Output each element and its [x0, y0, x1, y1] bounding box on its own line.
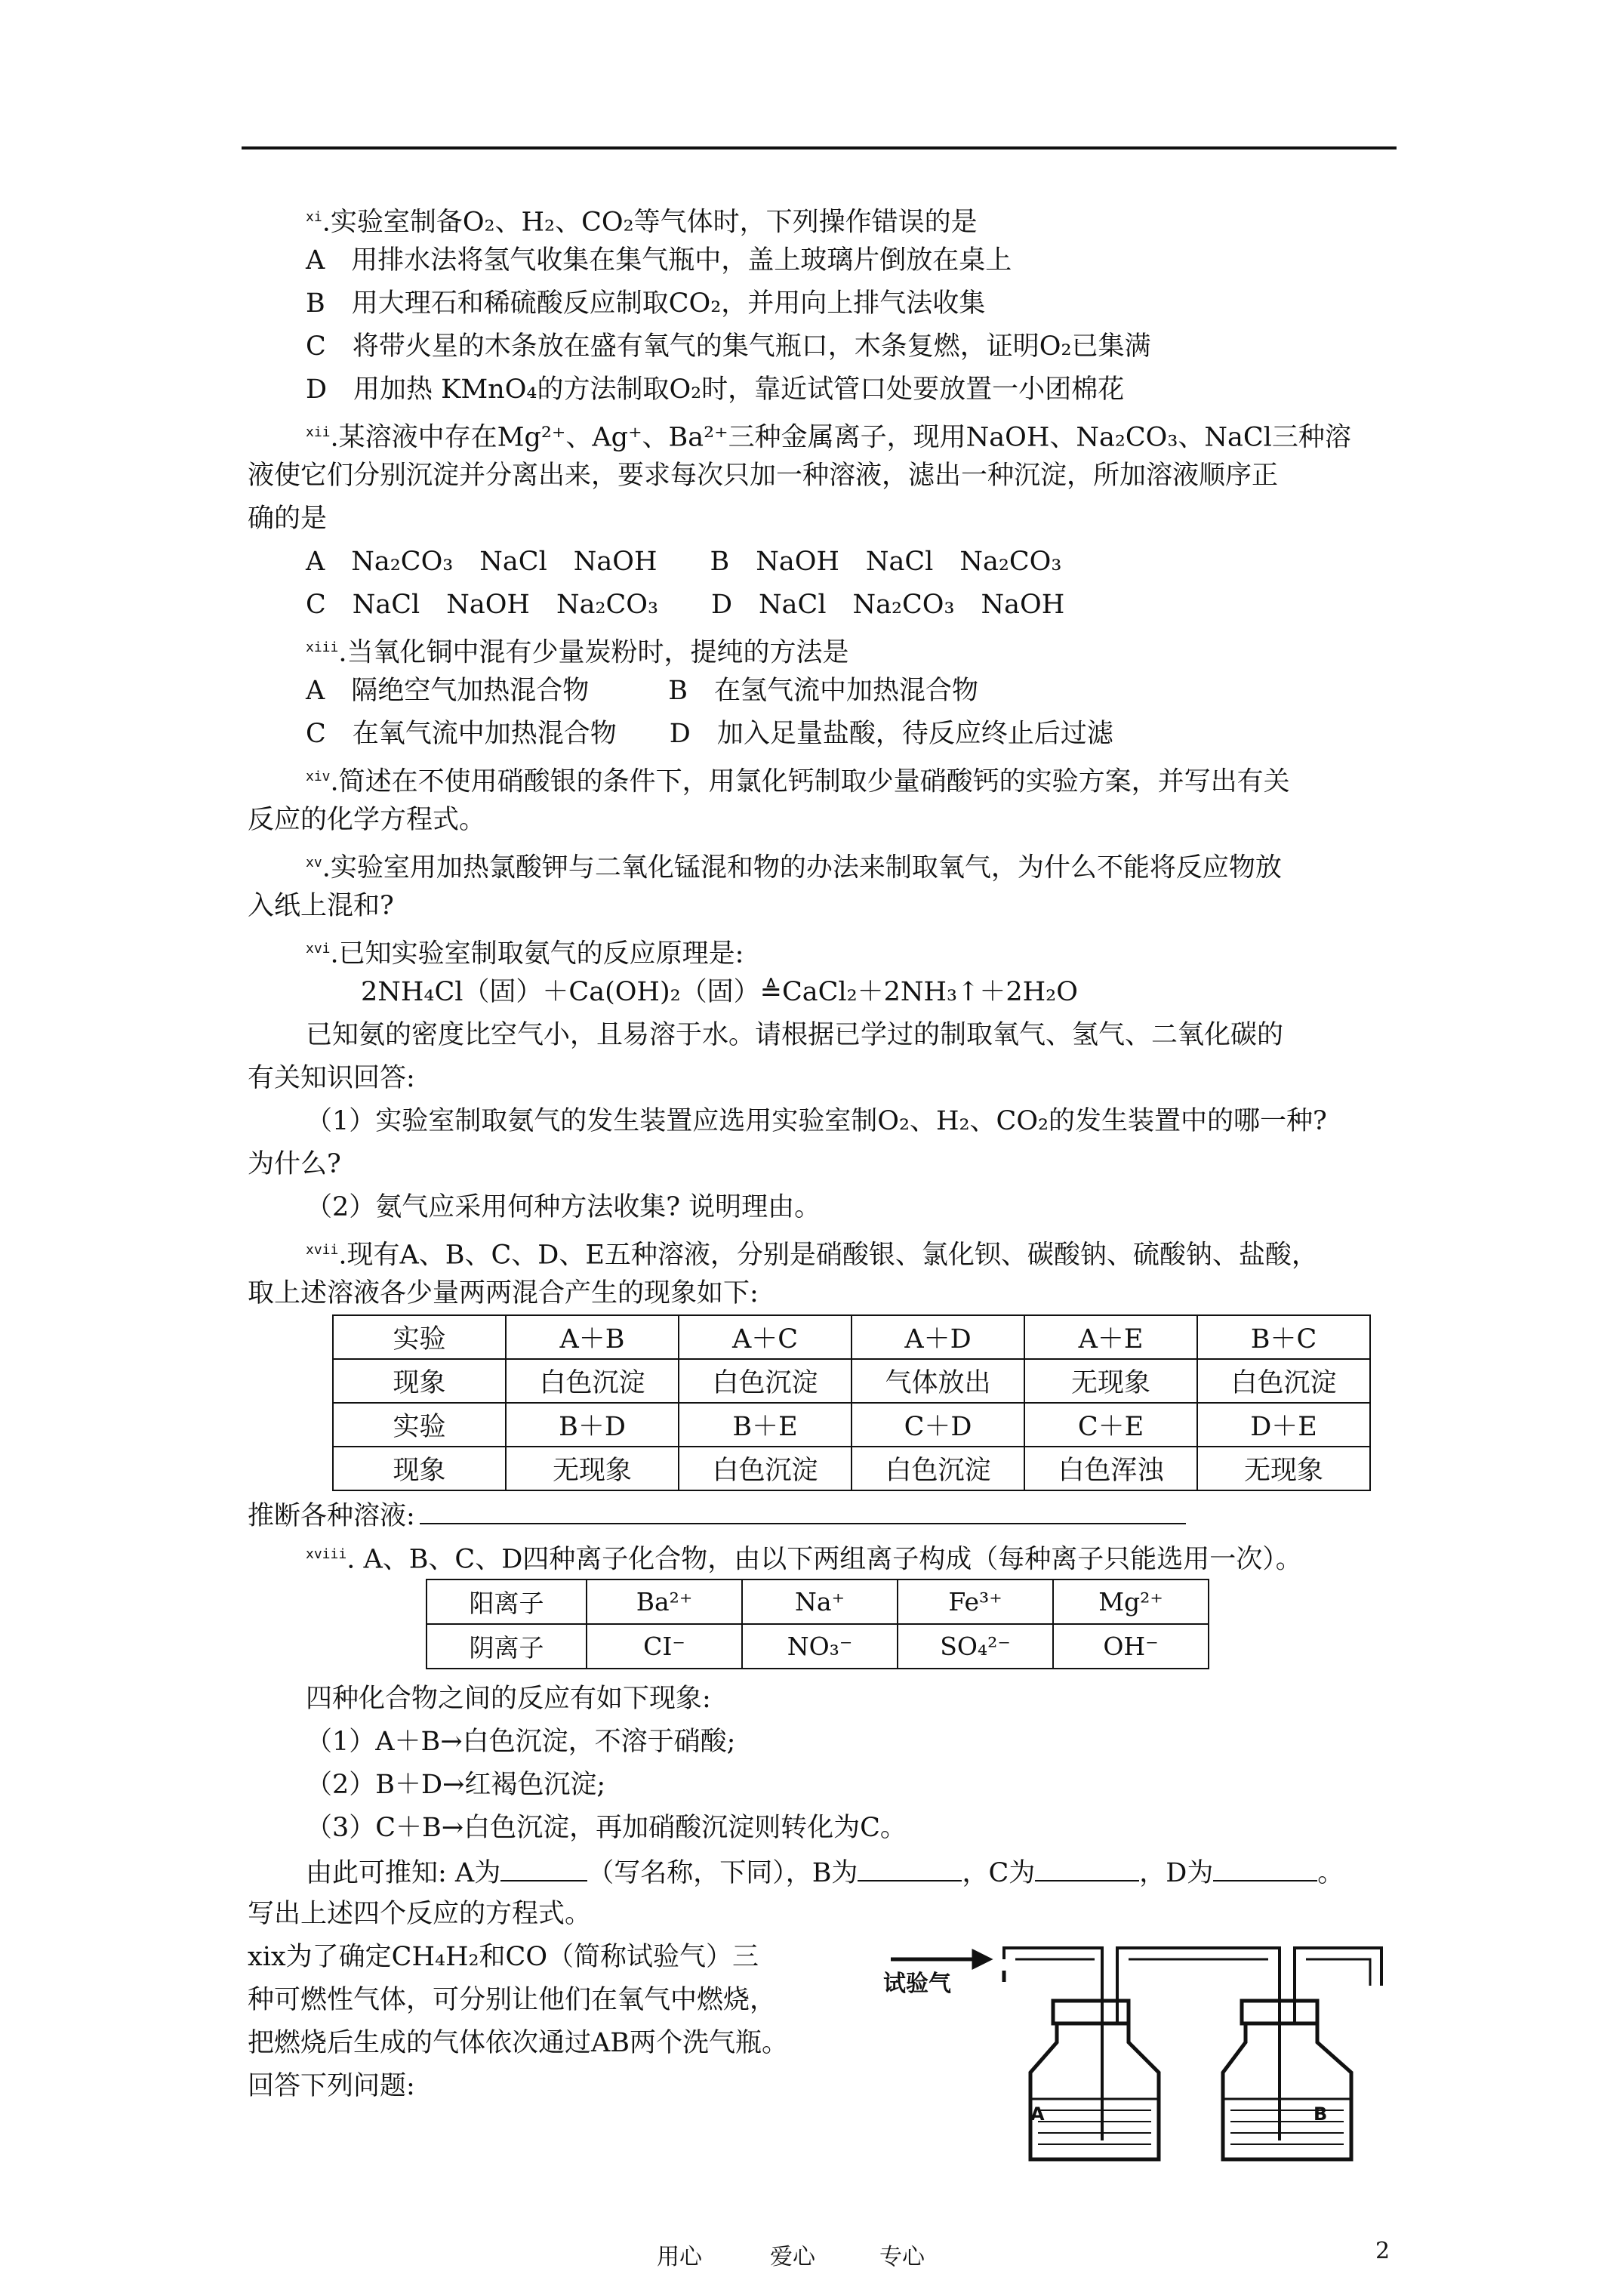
q14-line1 — [306, 760, 1290, 799]
q12-line3: 确的是 — [248, 504, 328, 534]
table-row — [333, 1447, 1370, 1490]
q18-intro: 四种化合物之间的反应有如下现象: — [306, 1684, 711, 1714]
table-cell: A＋E — [1024, 1315, 1197, 1359]
answer-blank-d[interactable] — [1213, 1854, 1317, 1881]
q19-line4: 回答下列问题: — [248, 2071, 415, 2101]
table-row — [427, 1579, 1209, 1624]
wash-bottle-diagram — [868, 1929, 1397, 2178]
q17-infer-text: 推断各种溶液: — [248, 1501, 415, 1531]
q16-number: xvi — [306, 941, 331, 957]
q11-stem — [306, 201, 978, 239]
q12-line1-text: .某溶液中存在Mg²⁺、Ag⁺、Ba²⁺三种金属离子，现用NaOH、Na₂CO₃、NaCl三种溶 — [330, 422, 1351, 453]
table-cell: 无现象 — [1197, 1447, 1370, 1490]
q15-number: xv — [306, 855, 322, 871]
header-rule — [242, 146, 1397, 149]
q18-infer-d: ，D为 — [1139, 1858, 1214, 1888]
table-row — [333, 1359, 1370, 1403]
footer-word-2: 爱心 — [770, 2244, 815, 2270]
q13-stem-text: .当氧化铜中混有少量炭粉时，提纯的方法是 — [338, 637, 849, 668]
q15-line2: 入纸上混和? — [248, 891, 394, 921]
q18-infer-b: （写名称，下同），B为 — [587, 1858, 858, 1888]
table-cell: 无现象 — [506, 1447, 679, 1490]
table-cell: 实验 — [333, 1315, 506, 1359]
bottle-b-label: B — [1313, 2103, 1328, 2125]
q18-number: xviii — [306, 1546, 347, 1562]
table-cell: 现象 — [333, 1447, 506, 1490]
q11-option-a: A 用排水法将氢气收集在集气瓶中，盖上玻璃片倒放在桌上 — [306, 245, 1012, 276]
q19-line1: xix为了确定CH₄H₂和CO（简称试验气）三 — [248, 1942, 759, 1972]
q12-number: xii — [306, 424, 331, 440]
table-cell: OH⁻ — [1053, 1624, 1209, 1669]
q14-line2: 反应的化学方程式。 — [248, 805, 486, 835]
q17-infer — [248, 1497, 1186, 1533]
answer-blank-c[interactable] — [1035, 1854, 1139, 1881]
footer-word-3: 专心 — [879, 2244, 925, 2270]
bottle-b-body — [1223, 2023, 1351, 2159]
q18-reaction-1: （1）A＋B→白色沉淀，不溶于硝酸; — [306, 1727, 736, 1757]
table-cell: 白色沉淀 — [506, 1359, 679, 1403]
table-cell: D＋E — [1197, 1403, 1370, 1447]
q18-stem — [306, 1538, 1302, 1576]
q11-stem-text: .实验室制备O₂、H₂、CO₂等气体时，下列操作错误的是 — [322, 207, 978, 238]
q15-line1 — [306, 846, 1282, 885]
table-cell: C＋E — [1024, 1403, 1197, 1447]
q13-stem — [306, 631, 849, 670]
table-row — [333, 1315, 1370, 1359]
flow-arrow-head — [974, 1952, 989, 1967]
answer-blank-a[interactable] — [500, 1854, 587, 1881]
q12-line1 — [306, 416, 1351, 455]
table-cell: NO₃⁻ — [742, 1624, 898, 1669]
bottle-a-body — [1030, 2023, 1159, 2159]
table-cell: SO₄²⁻ — [898, 1624, 1053, 1669]
q18-reaction-3: （3）C＋B→白色沉淀，再加硝酸沉淀则转化为C。 — [306, 1813, 907, 1843]
q16-equation: 2NH₄Cl（固）＋Ca(OH)₂（固）≜CaCl₂＋2NH₃↑＋2H₂O — [361, 977, 1078, 1007]
table-cell: 白色沉淀 — [852, 1447, 1024, 1490]
q16-sub1a: （1）实验室制取氨气的发生装置应选用实验室制O₂、H₂、CO₂的发生装置中的哪一种? — [306, 1106, 1327, 1136]
q15-line1-text: .实验室用加热氯酸钾与二氧化锰混和物的办法来制取氧气，为什么不能将反应物放 — [322, 852, 1282, 883]
table-cell: 白色沉淀 — [679, 1447, 852, 1490]
table-cell: 无现象 — [1024, 1359, 1197, 1403]
q11-option-c: C 将带火星的木条放在盛有氧气的集气瓶口，木条复燃，证明O₂已集满 — [306, 331, 1151, 362]
bottle-a-label: A — [1030, 2103, 1045, 2125]
q16-line1: 已知氨的密度比空气小，且易溶于水。请根据已学过的制取氧气、氢气、二氧化碳的 — [306, 1020, 1284, 1050]
table-cell: Ba²⁺ — [587, 1579, 742, 1624]
table-cell: Mg²⁺ — [1053, 1579, 1209, 1624]
q17-line1-text: .现有A、B、C、D、E五种溶液，分别是硝酸银、氯化钡、碳酸钠、硫酸钠、盐酸， — [338, 1240, 1318, 1271]
q18-infer-a: 由此可推知: A为 — [306, 1858, 501, 1888]
q19-line3: 把燃烧后生成的气体依次通过AB两个洗气瓶。 — [248, 2028, 788, 2058]
table-row — [427, 1624, 1209, 1669]
answer-blank[interactable] — [420, 1497, 1186, 1524]
q11-number: xi — [306, 209, 322, 225]
table-cell: 白色浑浊 — [1024, 1447, 1197, 1490]
table-cell: 现象 — [333, 1359, 506, 1403]
q18-ion-table — [426, 1579, 1209, 1669]
q17-number: xvii — [306, 1242, 339, 1258]
footer-word-1: 用心 — [657, 2244, 702, 2270]
q17-line1 — [306, 1234, 1318, 1272]
answer-blank-b[interactable] — [858, 1854, 962, 1881]
table-cell: Fe³⁺ — [898, 1579, 1053, 1624]
q12-options-cd: C NaCl NaOH Na₂CO₃ D NaCl Na₂CO₃ NaOH — [306, 590, 1065, 620]
q16-sub2: （2）氨气应采用何种方法收集? 说明理由。 — [306, 1192, 821, 1222]
table-cell: CI⁻ — [587, 1624, 742, 1669]
q16-sub1b: 为什么? — [248, 1149, 341, 1179]
q12-line2: 液使它们分别沉淀并分离出来，要求每次只加一种溶液，滤出一种沉淀，所加溶液顺序正 — [248, 461, 1279, 491]
q18-inference — [306, 1854, 1344, 1890]
q11-option-d: D 用加热 KMnO₄的方法制取O₂时，靠近试管口处要放置一小团棉花 — [306, 374, 1125, 405]
q19-line2: 种可燃性气体，可分别让他们在氧气中燃烧， — [248, 1985, 777, 2015]
table-cell: B＋C — [1197, 1315, 1370, 1359]
page-number: 2 — [1375, 2238, 1390, 2264]
q14-number: xiv — [306, 769, 331, 784]
q11-option-b: B 用大理石和稀硫酸反应制取CO₂，并用向上排气法收集 — [306, 288, 986, 319]
q18-reaction-2: （2）B＋D→红褐色沉淀; — [306, 1770, 606, 1800]
q16-stem — [306, 932, 744, 971]
table-cell: 白色沉淀 — [679, 1359, 852, 1403]
table-cell: 实验 — [333, 1403, 506, 1447]
table-cell: 阳离子 — [427, 1579, 587, 1624]
table-cell: A＋C — [679, 1315, 852, 1359]
q18-stem-text: . A、B、C、D四种离子化合物，由以下两组离子构成（每种离子只能选用一次）。 — [346, 1544, 1302, 1575]
diagram-gas-label: 试验气 — [883, 1971, 951, 1997]
q17-table — [332, 1314, 1371, 1491]
table-cell: 白色沉淀 — [1197, 1359, 1370, 1403]
q18-last: 写出上述四个反应的方程式。 — [248, 1899, 592, 1929]
table-cell: B＋D — [506, 1403, 679, 1447]
table-cell: C＋D — [852, 1403, 1024, 1447]
q18-infer-c: ，C为 — [962, 1858, 1036, 1888]
table-row — [333, 1403, 1370, 1447]
q17-line2: 取上述溶液各少量两两混合产生的现象如下: — [248, 1278, 759, 1308]
q13-number: xiii — [306, 639, 339, 655]
q12-options-ab: A Na₂CO₃ NaCl NaOH B NaOH NaCl Na₂CO₃ — [306, 547, 1062, 577]
table-cell: 气体放出 — [852, 1359, 1024, 1403]
q16-stem-text: .已知实验室制取氨气的反应原理是: — [330, 938, 744, 969]
q14-line1-text: .简述在不使用硝酸银的条件下，用氯化钙制取少量硝酸钙的实验方案，并写出有关 — [330, 766, 1290, 797]
q16-line2: 有关知识回答: — [248, 1063, 415, 1093]
q13-options-ab: A 隔绝空气加热混合物 B 在氢气流中加热混合物 — [306, 676, 978, 706]
q13-options-cd: C 在氧气流中加热混合物 D 加入足量盐酸，待反应终止后过滤 — [306, 719, 1113, 749]
table-cell: 阴离子 — [427, 1624, 587, 1669]
table-cell: A＋D — [852, 1315, 1024, 1359]
table-cell: Na⁺ — [742, 1579, 898, 1624]
table-cell: B＋E — [679, 1403, 852, 1447]
table-cell: A＋B — [506, 1315, 679, 1359]
q18-infer-end: 。 — [1317, 1858, 1344, 1888]
